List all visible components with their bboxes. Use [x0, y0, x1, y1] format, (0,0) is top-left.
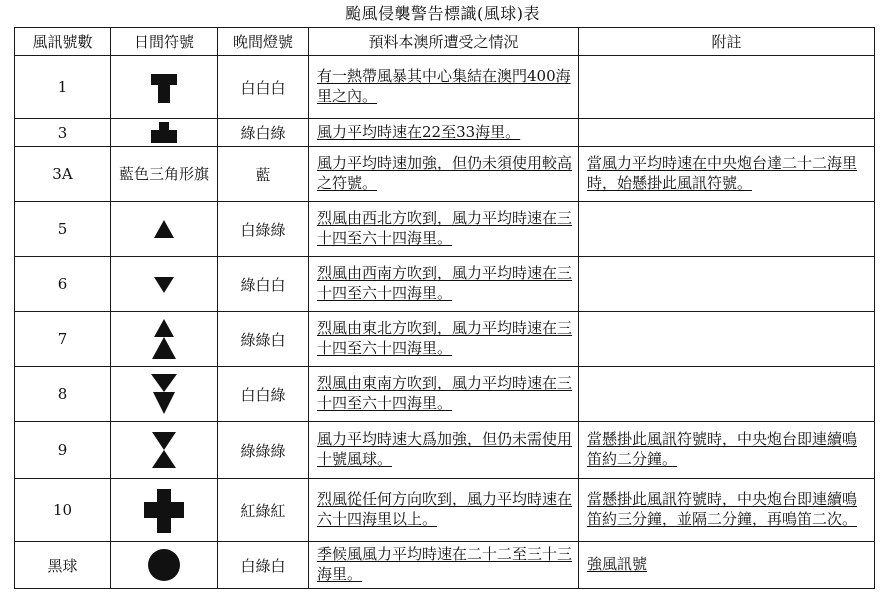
signal-number-cell	[15, 367, 111, 422]
remarks-cell	[579, 479, 875, 542]
night-lights-cell	[218, 422, 309, 479]
night-lights: 白白白	[240, 78, 286, 97]
signal-table	[14, 27, 875, 589]
forecast-cell	[309, 119, 579, 147]
day-signal-cell	[111, 147, 218, 202]
forecast-cell	[309, 257, 579, 312]
night-lights-cell	[218, 202, 309, 257]
table-row	[15, 312, 875, 367]
double-up-symbol-icon	[111, 315, 217, 363]
cross-symbol-icon	[111, 483, 217, 537]
night-lights: 綠白白	[240, 275, 286, 294]
night-lights-cell	[218, 56, 309, 119]
signal-number: 1	[57, 78, 68, 96]
remarks-cell	[579, 422, 875, 479]
table-row	[15, 202, 875, 257]
forecast-text: 烈風由東北方吹到，風力平均時速在三十四至六十四海里。	[317, 319, 573, 357]
table-row	[15, 147, 875, 202]
signal-number: 10	[52, 501, 73, 519]
remarks-cell	[579, 367, 875, 422]
night-lights-cell	[218, 367, 309, 422]
signal-number-cell	[15, 119, 111, 147]
remarks-cell	[579, 147, 875, 202]
night-lights: 白綠綠	[240, 220, 286, 239]
remarks-cell	[579, 119, 875, 147]
day-signal-cell	[111, 257, 218, 312]
page-title: 颱風侵襲警告標識(風球)表	[345, 4, 540, 23]
day-signal-cell	[111, 119, 218, 147]
forecast-text: 烈風由西南方吹到，風力平均時速在三十四至六十四海里。	[317, 264, 573, 302]
night-lights-cell	[218, 147, 309, 202]
signal-number: 3A	[52, 165, 73, 183]
remarks-cell	[579, 56, 875, 119]
signal-number-cell	[15, 202, 111, 257]
night-lights: 綠綠白	[240, 330, 286, 349]
night-lights: 綠白綠	[240, 124, 286, 142]
signal-number-cell	[15, 312, 111, 367]
signal-number-cell	[15, 257, 111, 312]
forecast-text: 風力平均時速大爲加強，但仍未需使用十號風球。	[317, 430, 573, 468]
inverted-T-symbol-icon	[111, 120, 217, 146]
night-lights: 白白綠	[240, 385, 286, 404]
remarks-cell	[579, 202, 875, 257]
night-lights-cell	[218, 542, 309, 589]
signal-number: 9	[57, 441, 68, 459]
signal-number-cell	[15, 479, 111, 542]
signal-number: 黑球	[47, 556, 78, 575]
signal-number-cell	[15, 422, 111, 479]
header-night-lights: 晚間燈號	[218, 28, 309, 56]
triangle-down-symbol-icon	[111, 264, 217, 304]
forecast-text: 風力平均時速加強，但仍未須使用較高之符號。	[317, 154, 573, 192]
table-row	[15, 119, 875, 147]
day-signal-cell	[111, 56, 218, 119]
night-lights-cell	[218, 312, 309, 367]
forecast-text: 有一熱帶風暴其中心集結在澳門400海里之內。	[317, 67, 571, 105]
double-down-symbol-icon	[111, 370, 217, 418]
circle-symbol-icon	[111, 545, 217, 585]
day-signal-cell	[111, 367, 218, 422]
forecast-cell	[309, 147, 579, 202]
remarks-text: 強風訊號	[587, 555, 648, 573]
signal-number-cell	[15, 542, 111, 589]
forecast-cell	[309, 367, 579, 422]
forecast-cell	[309, 312, 579, 367]
forecast-text: 烈風由東南方吹到，風力平均時速在三十四至六十四海里。	[317, 374, 573, 412]
remarks-cell	[579, 312, 875, 367]
night-lights-cell	[218, 257, 309, 312]
header-remarks: 附註	[579, 28, 875, 56]
table-row	[15, 257, 875, 312]
table-row	[15, 422, 875, 479]
day-signal-cell	[111, 422, 218, 479]
night-lights-cell	[218, 479, 309, 542]
signal-number: 3	[57, 123, 68, 142]
remarks-text: 當風力平均時速在中央炮台達二十二海里時，始懸掛此風訊符號。	[587, 154, 858, 192]
forecast-cell	[309, 542, 579, 589]
day-signal-cell	[111, 542, 218, 589]
remarks-text: 當懸掛此風訊符號時，中央炮台即連續鳴笛約二分鐘。	[587, 430, 858, 468]
night-lights: 紅綠紅	[240, 501, 286, 520]
triangle-up-symbol-icon	[111, 209, 217, 249]
day-signal-cell	[111, 202, 218, 257]
remarks-cell	[579, 257, 875, 312]
night-lights: 白綠白	[240, 556, 286, 575]
day-signal-cell	[111, 479, 218, 542]
table-header-row	[15, 28, 875, 56]
forecast-cell	[309, 422, 579, 479]
forecast-text: 烈風由西北方吹到，風力平均時速在三十四至六十四海里。	[317, 209, 573, 247]
forecast-text: 風力平均時速在22至33海里。	[317, 122, 521, 141]
signal-number-cell	[15, 56, 111, 119]
signal-number: 5	[57, 220, 68, 238]
table-row	[15, 542, 875, 589]
day-signal-text: 藍色三角形旗	[118, 164, 209, 183]
table-row	[15, 367, 875, 422]
night-lights: 藍	[255, 165, 271, 184]
table-row	[15, 56, 875, 119]
signal-number-cell	[15, 147, 111, 202]
signal-number: 8	[57, 385, 68, 403]
forecast-cell	[309, 479, 579, 542]
forecast-text: 烈風從任何方向吹到，風力平均時速在六十四海里以上。	[317, 490, 573, 528]
remarks-cell	[579, 542, 875, 589]
day-signal-cell	[111, 312, 218, 367]
header-day-signal: 日間符號	[111, 28, 218, 56]
night-lights: 綠綠綠	[240, 441, 286, 460]
night-lights-cell	[218, 119, 309, 147]
header-signal-no: 風訊號數	[15, 28, 111, 56]
forecast-cell	[309, 56, 579, 119]
T-symbol-icon	[111, 65, 217, 109]
forecast-cell	[309, 202, 579, 257]
signal-number: 7	[57, 330, 68, 348]
remarks-text: 當懸掛此風訊符號時，中央炮台即連續鳴笛約三分鐘，並隔二分鐘，再鳴笛二次。	[587, 490, 858, 528]
signal-number: 6	[57, 275, 68, 293]
table-row	[15, 479, 875, 542]
forecast-text: 季候風風力平均時速在二十二至三十三海里。	[317, 545, 573, 583]
hourglass-symbol-icon	[111, 426, 217, 474]
header-forecast: 預料本澳所遭受之情況	[309, 28, 579, 56]
